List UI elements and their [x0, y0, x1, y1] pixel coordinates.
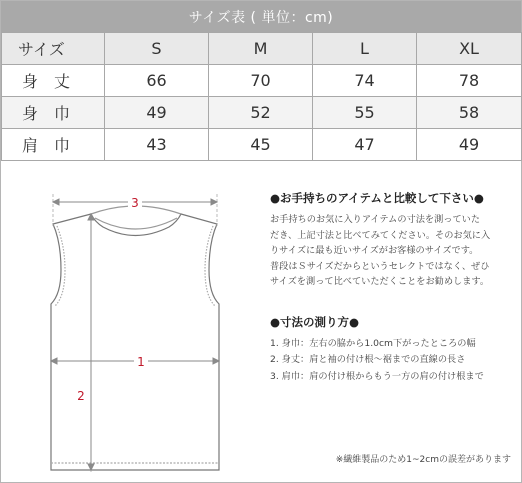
chest-l: 55 [313, 97, 417, 129]
shoulder-m: 45 [209, 129, 313, 161]
measurement-info [264, 190, 519, 385]
shoulder-xl: 49 [417, 129, 522, 161]
chest-width-label: 1 [137, 355, 145, 369]
measure-step: 2. 身丈：肩と袖の付け根～裾までの直線の長さ [270, 354, 466, 365]
length-l: 74 [313, 65, 417, 97]
tank-top-diagram [31, 182, 241, 472]
compare-text-line: だき、上記寸法と比べてみてください。そのお気に入 [270, 229, 491, 241]
body-length-arrow [88, 214, 94, 470]
header-size-xl: XL [417, 33, 522, 65]
header-size-label: サイズ [2, 33, 105, 65]
compare-text-line: お手持ちのお気に入りアイテムの寸法を測っていた [270, 214, 481, 225]
compare-text-line: りサイズに最も近いサイズがお客様のサイズです。 [270, 245, 479, 256]
size-chart-title: サイズ表 ( 単位：cm) [1, 1, 521, 32]
measure-step: 1. 身巾：左右の脇から1.0cm下がったところの幅 [270, 337, 476, 349]
chest-xl: 58 [417, 97, 522, 129]
tolerance-note: ※繊維製品のため1~2cmの誤差があります [335, 455, 511, 465]
table-row-chest [2, 97, 522, 129]
shoulder-width-label: 3 [131, 196, 139, 210]
row-label-length: 身 丈 [2, 65, 105, 97]
length-xl: 78 [417, 65, 522, 97]
table-row-length [2, 65, 522, 97]
compare-text-line: 普段はＳサイズだからというセレクトではなく、ぜひ [270, 260, 490, 272]
table-row-shoulder [2, 129, 522, 161]
length-m: 70 [209, 65, 313, 97]
measure-step: 3. 肩巾：肩の付け根からもう一方の肩の付け根まで [270, 370, 484, 382]
header-size-m: M [209, 33, 313, 65]
row-label-chest: 身 巾 [2, 97, 105, 129]
size-table [1, 32, 522, 161]
row-label-shoulder: 肩 巾 [2, 129, 105, 161]
compare-heading: ●お手持ちのアイテムと比較して下さい● [270, 191, 484, 205]
shoulder-s: 43 [105, 129, 209, 161]
header-size-l: L [313, 33, 417, 65]
compare-text-line: サイズを測って比べていただくことをお勧めします。 [270, 276, 490, 287]
chest-m: 52 [209, 97, 313, 129]
measurement-guide [1, 160, 521, 482]
garment-outline [51, 206, 219, 470]
length-s: 66 [105, 65, 209, 97]
measure-heading: ●寸法の測り方● [270, 314, 360, 329]
header-size-s: S [105, 33, 209, 65]
shoulder-l: 47 [313, 129, 417, 161]
chest-s: 49 [105, 97, 209, 129]
body-length-label: 2 [77, 389, 85, 403]
size-table-header-row [2, 33, 522, 65]
